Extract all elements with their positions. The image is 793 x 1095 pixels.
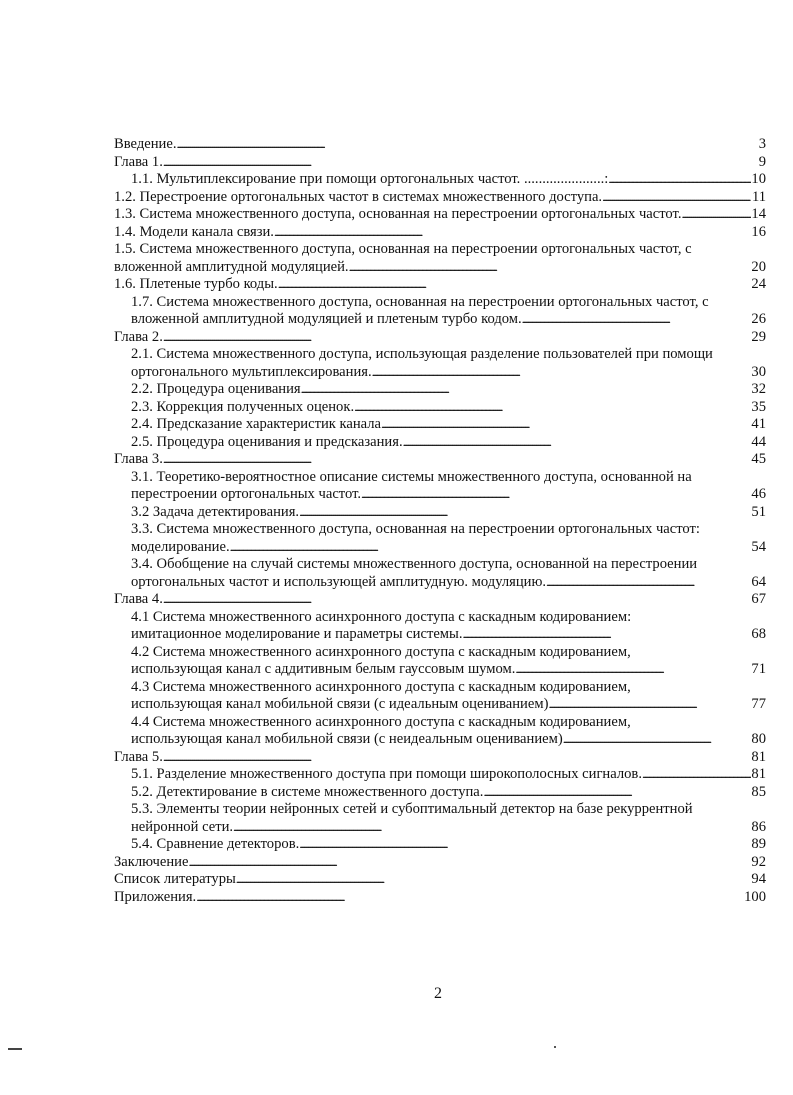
toc-entry bbox=[114, 451, 766, 469]
toc-entry bbox=[114, 294, 766, 329]
toc-entry-page: 80 bbox=[751, 731, 766, 747]
toc-line bbox=[114, 416, 766, 434]
toc-line bbox=[114, 836, 766, 854]
toc-entry-title: нейронной сети. bbox=[131, 818, 234, 835]
toc-entry-title: 2.3. Коррекция полученных оценок. bbox=[131, 398, 355, 415]
toc-entry bbox=[114, 871, 766, 889]
toc-entry bbox=[114, 154, 766, 172]
toc-entry-title: Глава 1. bbox=[114, 153, 163, 170]
toc-entry-page: 20 bbox=[751, 258, 766, 275]
toc-entry-title: использующая канал с аддитивным белым гауссовым шумом. bbox=[131, 661, 516, 677]
scan-speck bbox=[554, 1046, 556, 1048]
toc-entry-title: Глава 3. bbox=[114, 451, 163, 467]
toc-entry-page: 86 bbox=[751, 818, 766, 835]
toc-entry-page: 68 bbox=[751, 626, 766, 642]
toc-line bbox=[114, 206, 766, 224]
toc-entry-title: 5.3. Элементы теории нейронных сетей и субоптимальный детектор на базе рекуррентной bbox=[131, 801, 693, 817]
dot-leader bbox=[548, 696, 751, 714]
toc-entry-title: 1.3. Система множественного доступа, основанная на перестроении ортогональных частот. bbox=[114, 206, 682, 222]
toc-entry-page: 77 bbox=[751, 696, 766, 712]
page-number: 2 bbox=[434, 985, 442, 1002]
toc-entry-title: 4.4 Система множественного асинхронного доступа с каскадным кодированием, bbox=[131, 713, 631, 730]
dot-leader bbox=[642, 766, 751, 784]
toc-line bbox=[114, 539, 766, 557]
toc-line bbox=[114, 749, 766, 767]
toc-entry-title: 1.4. Модели канала связи. bbox=[114, 223, 274, 240]
toc-line bbox=[114, 381, 766, 399]
toc-line bbox=[114, 189, 766, 207]
toc-line bbox=[114, 486, 766, 504]
table-of-contents bbox=[114, 136, 766, 906]
dot-leader bbox=[522, 311, 752, 329]
toc-entry bbox=[114, 329, 766, 347]
toc-entry bbox=[114, 889, 766, 907]
dot-leader bbox=[515, 661, 751, 679]
toc-line bbox=[114, 766, 766, 784]
dot-leader bbox=[163, 749, 752, 767]
toc-entry-page: 41 bbox=[751, 416, 766, 432]
toc-entry-page: 100 bbox=[744, 888, 766, 905]
toc-line bbox=[114, 521, 766, 539]
toc-entry-page: 14 bbox=[751, 206, 766, 222]
dot-leader bbox=[163, 451, 752, 469]
toc-entry-title: 1.2. Перестроение ортогональных частот в системах множественного доступа. bbox=[114, 188, 603, 205]
toc-line bbox=[114, 609, 766, 627]
dot-leader bbox=[163, 154, 759, 172]
toc-entry bbox=[114, 136, 766, 154]
toc-entry-title: 5.1. Разделение множественного доступа при помощи широкополосных сигналов. bbox=[131, 766, 642, 782]
dot-leader bbox=[381, 416, 751, 434]
toc-entry bbox=[114, 381, 766, 399]
toc-entry-page: 81 bbox=[751, 766, 766, 782]
toc-entry-page: 64 bbox=[751, 573, 766, 590]
dot-leader bbox=[483, 784, 751, 802]
toc-line bbox=[114, 504, 766, 522]
toc-entry-title: Введение. bbox=[114, 136, 177, 152]
toc-entry bbox=[114, 171, 766, 189]
toc-line bbox=[114, 451, 766, 469]
toc-line bbox=[114, 329, 766, 347]
toc-entry-page: 29 bbox=[751, 328, 766, 345]
dot-leader bbox=[196, 889, 744, 907]
toc-entry-title: использующая канал мобильной связи (с неидеальным оцениванием) bbox=[131, 731, 563, 747]
toc-entry-title: 1.5. Система множественного доступа, основанная на перестроении ортогональных частот, с bbox=[114, 241, 692, 257]
toc-entry bbox=[114, 714, 766, 749]
toc-line bbox=[114, 784, 766, 802]
toc-entry-page: 24 bbox=[751, 276, 766, 292]
toc-entry-page: 35 bbox=[751, 398, 766, 415]
toc-entry-title: 3.1. Теоретико-вероятностное описание системы множественного доступа, основанной на bbox=[131, 468, 692, 485]
toc-entry-title: перестроении ортогональных частот. bbox=[131, 486, 362, 502]
toc-entry-title: 3.4. Обобщение на случай системы множественного доступа, основанной на перестроении bbox=[131, 556, 698, 572]
toc-entry-page: 81 bbox=[751, 748, 766, 765]
toc-entry-page: 67 bbox=[751, 591, 766, 607]
toc-entry bbox=[114, 749, 766, 767]
toc-line bbox=[114, 819, 766, 837]
toc-line bbox=[114, 731, 766, 749]
toc-entry-page: 3 bbox=[758, 136, 766, 152]
dot-leader bbox=[349, 259, 752, 277]
toc-entry bbox=[114, 679, 766, 714]
toc-entry bbox=[114, 644, 766, 679]
dot-leader bbox=[274, 224, 751, 242]
toc-entry-title: ортогонального мультиплексирования. bbox=[131, 363, 372, 380]
toc-line bbox=[114, 469, 766, 487]
toc-entry-title: моделирование. bbox=[131, 538, 230, 555]
toc-entry bbox=[114, 836, 766, 854]
toc-entry-page: 51 bbox=[751, 503, 766, 520]
toc-entry-page: 85 bbox=[751, 783, 766, 800]
toc-entry bbox=[114, 189, 766, 207]
toc-entry bbox=[114, 224, 766, 242]
toc-entry-title: имитационное моделирование и параметры системы. bbox=[131, 626, 463, 642]
toc-line bbox=[114, 276, 766, 294]
dot-leader bbox=[403, 434, 752, 452]
toc-entry bbox=[114, 556, 766, 591]
toc-line bbox=[114, 574, 766, 592]
toc-entry bbox=[114, 241, 766, 276]
dot-leader bbox=[463, 626, 752, 644]
dot-leader bbox=[163, 329, 752, 347]
dot-leader bbox=[278, 276, 752, 294]
toc-entry bbox=[114, 206, 766, 224]
dot-leader bbox=[301, 381, 752, 399]
toc-line bbox=[114, 679, 766, 697]
toc-entry-title: Приложения. bbox=[114, 888, 197, 905]
toc-line bbox=[114, 696, 766, 714]
toc-line bbox=[114, 399, 766, 417]
toc-entry bbox=[114, 416, 766, 434]
toc-entry-title: 3.2 Задача детектирования. bbox=[131, 503, 300, 520]
toc-line bbox=[114, 171, 766, 189]
toc-entry-page: 46 bbox=[751, 486, 766, 502]
toc-line bbox=[114, 224, 766, 242]
toc-entry-page: 16 bbox=[751, 223, 766, 240]
dot-leader bbox=[299, 504, 751, 522]
dot-leader bbox=[236, 871, 752, 889]
toc-entry-title: Глава 5. bbox=[114, 748, 163, 765]
toc-entry-title: 5.2. Детектирование в системе множественного доступа. bbox=[131, 783, 484, 800]
toc-entry-title: 3.3. Система множественного доступа, основанная на перестроении ортогональных частот: bbox=[131, 521, 700, 537]
dot-leader bbox=[233, 819, 751, 837]
toc-entry-title: использующая канал мобильной связи (с идеальным оцениванием) bbox=[131, 696, 549, 712]
dot-leader bbox=[176, 136, 758, 154]
toc-entry bbox=[114, 346, 766, 381]
dot-leader bbox=[602, 189, 752, 207]
toc-entry-title: 2.2. Процедура оценивания bbox=[131, 381, 301, 397]
toc-line bbox=[114, 136, 766, 154]
toc-entry-page: 89 bbox=[751, 836, 766, 852]
toc-line bbox=[114, 889, 766, 907]
toc-entry bbox=[114, 469, 766, 504]
toc-line bbox=[114, 591, 766, 609]
toc-entry-title: Список литературы bbox=[114, 871, 236, 887]
dot-leader bbox=[372, 364, 752, 382]
toc-line bbox=[114, 346, 766, 364]
toc-entry bbox=[114, 854, 766, 872]
toc-entry bbox=[114, 591, 766, 609]
toc-entry-title: Глава 2. bbox=[114, 328, 163, 345]
dot-leader bbox=[354, 399, 751, 417]
dot-leader bbox=[163, 591, 752, 609]
toc-line bbox=[114, 364, 766, 382]
toc-line bbox=[114, 434, 766, 452]
toc-entry bbox=[114, 521, 766, 556]
toc-entry-page: 26 bbox=[751, 311, 766, 327]
toc-entry-page: 45 bbox=[751, 451, 766, 467]
toc-entry bbox=[114, 609, 766, 644]
toc-entry bbox=[114, 784, 766, 802]
toc-line bbox=[114, 311, 766, 329]
toc-entry-page: 32 bbox=[751, 381, 766, 397]
toc-entry bbox=[114, 276, 766, 294]
dot-leader bbox=[563, 731, 752, 749]
toc-entry-page: 92 bbox=[751, 853, 766, 870]
toc-entry bbox=[114, 766, 766, 784]
toc-entry-title: 4.1 Система множественного асинхронного доступа с каскадным кодированием: bbox=[131, 608, 632, 625]
toc-entry-page: 11 bbox=[751, 188, 766, 205]
toc-entry-title: 5.4. Сравнение детекторов. bbox=[131, 836, 300, 852]
toc-line bbox=[114, 259, 766, 277]
toc-entry-title: 2.1. Система множественного доступа, использующая разделение пользователей при помощи bbox=[131, 346, 713, 362]
toc-entry-title: Заключение bbox=[114, 853, 189, 870]
dot-leader bbox=[608, 171, 751, 189]
toc-entry bbox=[114, 434, 766, 452]
toc-entry-page: 71 bbox=[751, 661, 766, 677]
toc-line bbox=[114, 854, 766, 872]
toc-line bbox=[114, 294, 766, 312]
toc-line bbox=[114, 644, 766, 662]
toc-entry-title: Глава 4. bbox=[114, 591, 163, 607]
toc-entry-title: 1.7. Система множественного доступа, основанная на перестроении ортогональных частот, с bbox=[131, 293, 709, 310]
toc-entry bbox=[114, 801, 766, 836]
toc-entry-title: ортогональных частот и использующей амплитудную. модуляцию. bbox=[131, 573, 547, 590]
dot-leader bbox=[546, 574, 751, 592]
toc-line bbox=[114, 241, 766, 259]
toc-line bbox=[114, 556, 766, 574]
toc-entry bbox=[114, 399, 766, 417]
dot-leader bbox=[230, 539, 752, 557]
toc-entry-page: 54 bbox=[751, 538, 766, 555]
scan-mark bbox=[8, 1048, 22, 1050]
toc-line bbox=[114, 871, 766, 889]
toc-line bbox=[114, 801, 766, 819]
toc-line bbox=[114, 661, 766, 679]
toc-entry-title: 1.6. Плетеные турбо коды. bbox=[114, 276, 278, 292]
dot-leader bbox=[188, 854, 751, 872]
dot-leader bbox=[681, 206, 751, 224]
toc-line bbox=[114, 714, 766, 732]
toc-entry-title: вложенной амплитудной модуляцией. bbox=[114, 258, 349, 275]
toc-entry-title: 1.1. Мультиплексирование при помощи ортогональных частот. ......................: bbox=[131, 171, 609, 187]
dot-leader bbox=[299, 836, 751, 854]
toc-entry-page: 10 bbox=[751, 171, 766, 187]
toc-entry-page: 30 bbox=[751, 363, 766, 380]
toc-entry-page: 94 bbox=[751, 871, 766, 887]
toc-entry bbox=[114, 504, 766, 522]
toc-entry-title: 2.4. Предсказание характеристик канала bbox=[131, 416, 382, 432]
dot-leader bbox=[361, 486, 751, 504]
toc-entry-page: 9 bbox=[758, 153, 766, 170]
toc-line bbox=[114, 154, 766, 172]
toc-entry-title: 4.2 Система множественного асинхронного доступа с каскадным кодированием, bbox=[131, 643, 631, 660]
toc-entry-page: 44 bbox=[751, 433, 766, 450]
toc-line bbox=[114, 626, 766, 644]
toc-entry-title: вложенной амплитудной модуляцией и плетеным турбо кодом. bbox=[131, 311, 522, 327]
toc-entry-title: 4.3 Система множественного асинхронного доступа с каскадным кодированием, bbox=[131, 678, 631, 695]
toc-entry-title: 2.5. Процедура оценивания и предсказания. bbox=[131, 433, 403, 450]
